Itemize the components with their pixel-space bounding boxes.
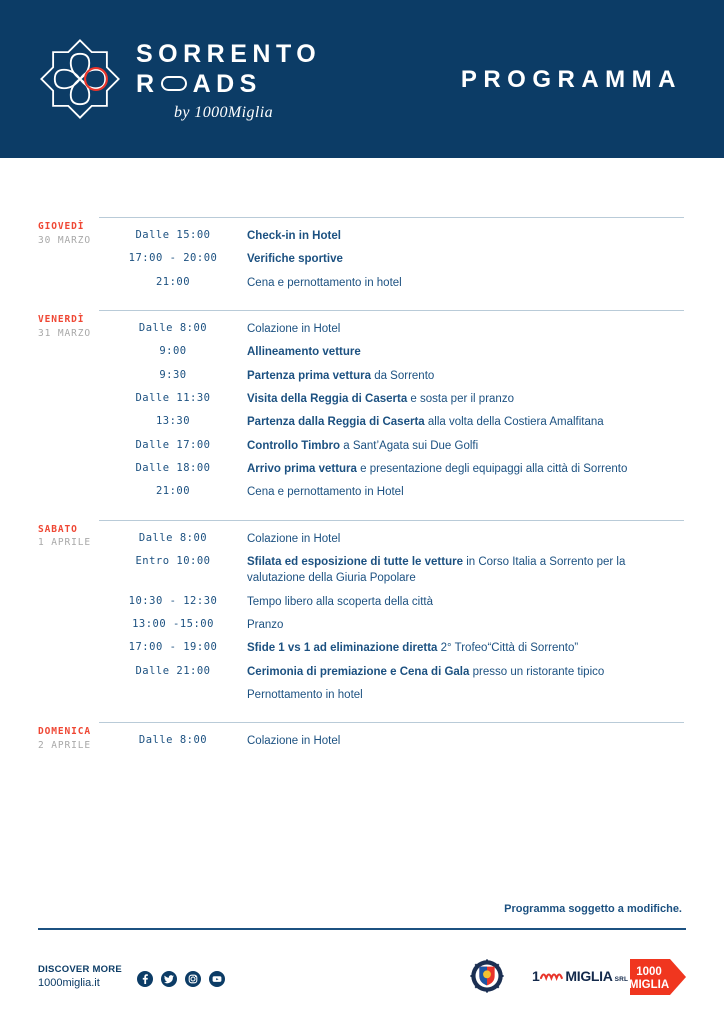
schedule-row-description <box>247 321 684 337</box>
day-rows <box>99 722 684 756</box>
schedule-row-description <box>247 594 684 610</box>
day-label-group <box>0 722 99 753</box>
day-block <box>0 205 724 298</box>
day-name: SABATO <box>38 523 78 535</box>
schedule-row-time: 17:00 - 20:00 <box>128 252 218 265</box>
schedule-row-description <box>247 554 684 587</box>
schedule-list <box>0 205 724 757</box>
youtube-icon[interactable] <box>209 971 225 987</box>
schedule-row-description <box>247 687 684 703</box>
schedule-row-time: 21:00 <box>155 485 191 498</box>
day-date: 2 APRILE <box>38 740 91 752</box>
schedule-row-detail: e presentazione degli equipaggi alla città di Sorrento <box>356 462 628 475</box>
schedule-row-highlight: Check-in in Hotel <box>247 230 341 242</box>
wordmark-srl: SRL <box>614 976 629 983</box>
social-links <box>137 971 225 987</box>
day-name: VENERDÌ <box>38 313 85 325</box>
schedule-row-detail: Pranzo <box>247 618 284 631</box>
brand-line-roads <box>136 69 321 100</box>
twitter-icon[interactable] <box>161 971 177 987</box>
schedule-row-description <box>247 733 684 749</box>
schedule-row-time: Dalle 11:30 <box>135 391 211 404</box>
schedule-row-time: Dalle 15:00 <box>135 229 211 241</box>
schedule-row <box>99 554 684 587</box>
schedule-row <box>99 251 684 267</box>
mille-miglia-wordmark <box>532 968 628 986</box>
schedule-row-detail: alla volta della Costiera Amalfitana <box>424 416 604 429</box>
sorrento-roads-emblem-icon <box>38 37 122 121</box>
schedule-row <box>99 414 684 430</box>
schedule-row-highlight: Verifiche sportive <box>247 253 343 266</box>
schedule-row-detail: Cena e pernottamento in Hotel <box>247 486 404 499</box>
schedule-row-detail: presso un ristorante tipico <box>469 665 605 678</box>
schedule-row-time: Dalle 8:00 <box>138 734 208 747</box>
wordmark-one: 1 <box>532 968 540 984</box>
wordmark-miglia: MIGLIA <box>565 968 613 984</box>
schedule-row <box>99 687 684 703</box>
arrow-logo-line2: MIGLIA <box>630 979 670 991</box>
schedule-row <box>99 594 684 610</box>
day-label-group <box>0 520 99 551</box>
schedule-row-highlight: Visita della Reggia di Caserta <box>247 392 408 405</box>
brand-lockup <box>38 37 321 122</box>
schedule-row-time: 21:00 <box>155 275 191 288</box>
schedule-row-detail: in Corso Italia a Sorrento per la valutazione della Giuria Popolare <box>247 555 626 585</box>
schedule-row-detail: 2° Trofeo“Città di Sorrento” <box>437 642 579 655</box>
schedule-row-time: Dalle 21:00 <box>135 664 211 677</box>
schedule-row-time <box>99 687 247 688</box>
schedule-row-detail: da Sorrento <box>371 369 435 382</box>
schedule-row <box>99 368 684 384</box>
schedule-row-time: Entro 10:00 <box>135 554 211 567</box>
schedule-row <box>99 664 684 680</box>
schedule-row-detail: Colazione in Hotel <box>247 532 341 545</box>
schedule-row-detail: Colazione in Hotel <box>247 322 341 335</box>
day-name: DOMENICA <box>38 726 91 738</box>
schedule-row-highlight: Sfide 1 vs 1 ad eliminazione diretta <box>247 642 438 655</box>
schedule-row-highlight: Controllo Timbro <box>247 439 341 452</box>
discover-more-label: DISCOVER MORE <box>38 964 123 975</box>
brand-line-sorrento: SORRENTO <box>136 39 322 68</box>
day-date: 31 MARZO <box>38 327 91 339</box>
schedule-row-time: Dalle 8:00 <box>138 321 208 334</box>
day-date: 30 MARZO <box>38 234 91 246</box>
schedule-row-highlight: Cerimonia di premiazione e Cena di Gala <box>247 665 470 678</box>
schedule-row-detail: Cena e pernottamento in hotel <box>247 276 402 289</box>
red-circle-accent <box>85 68 107 90</box>
schedule-row-time: 9:00 <box>159 345 187 358</box>
schedule-row-highlight: Sfilata ed esposizione di tutte le vetture <box>247 555 463 568</box>
schedule-row-detail: Tempo libero alla scoperta della città <box>247 595 434 608</box>
day-rows <box>99 520 684 711</box>
schedule-row <box>99 461 684 477</box>
schedule-row-time: 10:30 - 12:30 <box>128 594 218 607</box>
schedule-row-detail: Colazione in Hotel <box>247 735 341 748</box>
brand-subtitle: by 1000Miglia <box>174 103 273 121</box>
schedule-row-time: Dalle 17:00 <box>135 438 211 451</box>
arrow-logo-line1: 1000 <box>636 966 662 978</box>
schedule-row-detail: a Sant’Agata sui Due Golfi <box>340 439 479 452</box>
schedule-row-detail: e sosta per il pranzo <box>407 392 514 405</box>
schedule-row-description <box>247 414 684 430</box>
day-name: GIOVEDÌ <box>38 221 85 232</box>
schedule-row <box>99 531 684 547</box>
schedule-row-highlight: Allineamento vetture <box>247 346 361 359</box>
instagram-icon[interactable] <box>185 971 201 987</box>
footer-divider <box>38 928 686 930</box>
schedule-row <box>99 438 684 454</box>
schedule-row-time: 13:00 -15:00 <box>132 617 214 630</box>
discover-more-block <box>38 964 122 989</box>
schedule-row-description <box>247 640 684 656</box>
schedule-row-highlight: Partenza prima vettura <box>247 369 371 382</box>
schedule-row-time: Dalle 8:00 <box>138 531 208 544</box>
facebook-icon[interactable] <box>137 971 153 987</box>
schedule-row-time: 9:30 <box>159 368 187 381</box>
day-block <box>0 508 724 711</box>
schedule-row-description <box>247 228 684 244</box>
day-rows <box>99 217 684 298</box>
schedule-row-time: 13:30 <box>155 415 191 428</box>
roads-ads: ADS <box>192 70 262 98</box>
schedule-row <box>99 617 684 633</box>
schedule-row <box>99 391 684 407</box>
schedule-row <box>99 321 684 337</box>
schedule-row-description <box>247 251 684 267</box>
day-label-group <box>0 217 99 248</box>
schedule-row-time: 17:00 - 19:00 <box>128 641 218 654</box>
schedule-row <box>99 228 684 244</box>
schedule-row-detail: Pernottamento in hotel <box>247 688 363 701</box>
schedule-row-description <box>247 531 684 547</box>
schedule-row-highlight: Arrivo prima vettura <box>247 462 357 475</box>
mille-miglia-arrow-logo <box>630 957 686 997</box>
brand-text <box>136 37 321 122</box>
schedule-row-description <box>247 484 684 500</box>
disclaimer-note: Programma soggetto a modifiche. <box>504 903 682 915</box>
schedule-row-description <box>247 438 684 454</box>
wordmark-waves-icon <box>540 968 564 986</box>
schedule-row <box>99 484 684 500</box>
schedule-row-description <box>247 617 684 633</box>
schedule-row <box>99 344 684 360</box>
schedule-row-description <box>247 344 684 360</box>
day-label-group <box>0 310 99 341</box>
schedule-row <box>99 733 684 749</box>
schedule-row-description <box>247 275 684 291</box>
roads-stylized-o-icon <box>161 76 187 91</box>
day-rows <box>99 310 684 508</box>
schedule-row-description <box>247 368 684 384</box>
partner-logos <box>470 957 686 999</box>
aci-emblem-icon <box>470 959 504 993</box>
day-block <box>0 298 724 508</box>
day-block <box>0 710 724 756</box>
day-date: 1 APRILE <box>38 537 91 549</box>
page-header <box>0 0 724 158</box>
roads-r: R <box>136 70 160 98</box>
schedule-row-highlight: Partenza dalla Reggia di Caserta <box>247 416 425 429</box>
schedule-row-description <box>247 461 684 477</box>
schedule-row-description <box>247 391 684 407</box>
website-url[interactable]: 1000miglia.it <box>38 977 100 989</box>
schedule-row <box>99 640 684 656</box>
page-title: PROGRAMMA <box>460 66 682 93</box>
schedule-row-description <box>247 664 684 680</box>
schedule-row-time: Dalle 18:00 <box>135 461 211 474</box>
schedule-row <box>99 275 684 291</box>
